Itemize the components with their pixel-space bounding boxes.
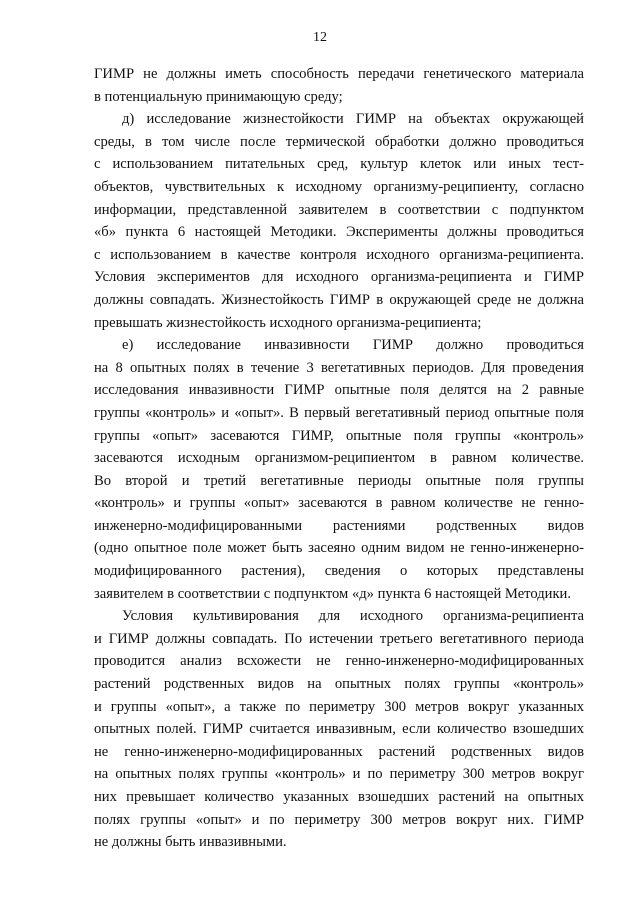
text-line: инженерно-модифицированными растениями родственных видов (94, 517, 584, 534)
text-line: ГИМР не должны иметь способность передачи генетического материала (94, 66, 584, 82)
text-line: полях группы «опыт» и по периметру 300 метров вокруг них. ГИМР (94, 811, 584, 828)
text-line: Условия экспериментов для исходного организма-реципиента и ГИМР (94, 269, 584, 286)
text-line: растений родственных видов на опытных полях группы «контроль» (94, 676, 584, 693)
text-line: среды, в том числе после термической обработки должно проводиться (94, 133, 584, 150)
text-line: не генно-инженерно-модифицированных растений родственных видов (94, 743, 584, 760)
body-text (94, 63, 584, 854)
text-line: должны совпадать. Жизнестойкость ГИМР в окружающей среде не должна (94, 291, 584, 308)
text-line: засеваются исходным организмом-реципиентом в равном количестве. (94, 450, 584, 467)
text-line: д) исследование жизнестойкости ГИМР на объектах окружающей (122, 111, 584, 128)
text-line: информации, представленной заявителем в соответствии с подпунктом (94, 201, 584, 218)
text-line: не должны быть инвазивными. (94, 834, 287, 851)
text-line: группы «опыт» засеваются ГИМР, опытные поля группы «контроль» (94, 427, 584, 444)
text-line: опытных полей. ГИМР считается инвазивным, если количество взошедших (94, 721, 584, 738)
text-line: группы «контроль» и «опыт». В первый вегетативный период опытные поля (94, 404, 584, 421)
text-line: Во второй и третий вегетативные периоды опытные поля группы (94, 472, 584, 489)
text-line: и ГИМР должны совпадать. По истечении третьего вегетативного периода (94, 630, 584, 647)
text-line: модифицированного растения), сведения о которых представлены (94, 563, 584, 580)
text-line: с использованием питательных сред, культур клеток или иных тест- (94, 156, 584, 173)
text-line: (одно опытное поле может быть засеяно одним видом не генно-инженерно- (94, 540, 584, 557)
text-line: заявителем в соответствии с подпунктом «д» пункта 6 настоящей Методики. (94, 585, 572, 602)
text-line: и группы «опыт», а также по периметру 300 метров вокруг указанных (94, 698, 584, 715)
text-line: проводится анализ всхожести не генно-инженерно-модифицированных (94, 653, 584, 670)
text-line: «контроль» и группы «опыт» засеваются в равном количестве не генно- (94, 495, 584, 512)
text-line: Условия культивирования для исходного организма-реципиента (122, 608, 584, 625)
text-line: объектов, чувствительных к исходному организму-реципиенту, согласно (94, 178, 584, 195)
text-line: превышать жизнестойкость исходного организма-реципиента; (94, 314, 482, 331)
text-line: в потенциальную принимающую среду; (94, 88, 343, 105)
text-line: е) исследование инвазивности ГИМР должно проводиться (122, 337, 584, 354)
text-line: на 8 опытных полях в течение 3 вегетативных периодов. Для проведения (94, 359, 584, 376)
text-line: на опытных полях группы «контроль» и по периметру 300 метров вокруг (94, 766, 584, 783)
text-line: с использованием в качестве контроля исходного организма-реципиента. (94, 246, 584, 263)
text-line: исследования инвазивности ГИМР опытные поля делятся на 2 равные (94, 382, 584, 399)
text-line: «б» пункта 6 настоящей Методики. Эксперименты должны проводиться (94, 224, 584, 241)
page-number: 12 (313, 30, 327, 45)
text-line: них превышает количество указанных взошедших растений на опытных (94, 789, 584, 805)
